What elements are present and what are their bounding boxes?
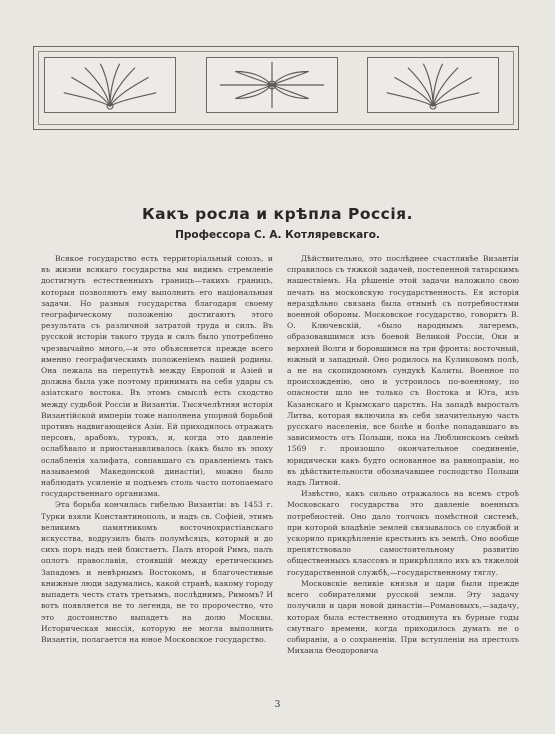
paragraph: Всякое государство есть территоріальный союзъ, и въ жизни всякаго государства мы видимъ стремленіе достигнуть естественныхъ границъ—такихъ границъ, которыя позволяютъ ему выполнить его національныя задачи. Но разныя государства благодаря своему географическому положенію достигаютъ этого результата съ различной затратой труда и силъ. Въ русской исторіи такого труда и силъ было употреблено чрезвычайно много,—и это объясняется прежде всего именно географическимъ положеніемъ нашей родины. Она лежала на перепутьѣ между Европой и Азіей и должна была уже поэтому принимать на себя удары съ азіатскаго востока. Въ этомъ смыслѣ есть сходство между судьбой Россіи и Византіи. Тысячелѣтняя исторія Византійской имперіи тоже наполнена упорной борьбой противъ надвигающейся Азіи. Ей приходилось отражать персовъ, арабовъ, турокъ, и, когда это давленіе ослабѣвало и приостанавливалось (какъ было въ эпоху ослабленія халифата, совпавшаго съ правленіемъ такъ называемой Македонской династіи), можно было наблюдать усиленіе и подъемъ столь часто потопаемаго государственнаго организма. [41, 254, 273, 499]
text-column-left [41, 253, 273, 645]
page-number: 3 [274, 700, 281, 710]
ornamental-header-band [33, 46, 519, 130]
text-column-right [287, 253, 519, 656]
ornament-fan-left-icon [45, 58, 175, 112]
ornament-fan-right-icon [368, 58, 498, 112]
paragraph: Извѣстно, какъ сильно отражалось на всемъ строѣ Московскаго государства это давленіе военныхъ потребностей. Оно дало толчокъ помѣстной системѣ, при которой владѣніе землей связывалось со службой и ускорило прикрѣпленіе крестьянъ къ землѣ. Оно вообще препятствовало самостоятельному развитію общественныхъ классовъ и прикрѣпляло ихъ къ тяжелой государственной службѣ,—государственному тяглу. [287, 489, 519, 577]
ornament-panel-center [206, 57, 338, 113]
ornament-star-icon [207, 58, 337, 112]
ornament-panel-right [367, 57, 499, 113]
article-author: Профессора С. А. Котляревскаго. [175, 229, 380, 241]
article-title: Какъ росла и крѣпла Россія. [141, 205, 414, 223]
paragraph: Эта борьба кончилась гибелью Византіи: въ 1453 г. Турки взяли Константинополь, и надъ св. Софіей, этимъ великимъ памятникомъ восточнохристіанскаго искусства, водрузилъ былъ полумѣсяцъ, который и до сихъ поръ надъ ней блистаетъ. Палъ второй Римъ, палъ оплотъ православія, стоявшій между еретическимъ Западомъ и невѣрнымъ Востокомъ, и благочестивые книжные люди задумались, какой странѣ, какому городу выпадетъ честь стать третьимъ, послѣднимъ, Римомъ? И вотъ появляется не то легенда, не то пророчество, что это достоинство выпадетъ на долю Москвы. Историческая миссія, которую не могла выполнить Византія, полагается на юное Московское государство. [41, 500, 273, 644]
paragraph: Московскіе великіе князья и цари были прежде всего собирателями русской земли. Эту задачу получили и цари новой династіи—Романовыхъ,—задачу, которая была естественно отодвинута въ бурные годы смутнаго времени, когда приходилось думать не о собираніи, а о сохраненіи. При вступленіи на престолъ Михаила Ѳеодоровича [287, 578, 519, 656]
ornament-panel-left [44, 57, 176, 113]
paragraph: Дѣйствительно, это послѣднее счастливѣе Византіи справилось съ тяжкой задачей, постепенной татарскимъ нашествіемъ. На рѣшеніе этой задачи наложило свою печать на московскую государственность. Ея исторія нераздѣльно связана была отнынѣ съ потребностями военной обороны. Московское государство, говоритъ В. О. Ключевскій, «было народнымъ лагеремъ, образовавшимся изъ боевой Великой Россіи, Оки и верхней Волги и боровшимся на три фронта: восточный, южный и западный. Оно родилось на Куликовомъ полѣ, а не на скопидомномъ сундукѣ Калиты. Военное по происхожденію, оно и устроилось по-военному, по опасности шло не только съ Востока и Юга, изъ Казанскаго и Крымскаго царствъ. На западѣ выросталъ Литва, которая включила въ себя значительную часть русскаго населенія, все болѣе и болѣе попадавшаго въ зависимость отъ Польши, пока на Люблинскомъ сеймѣ 1569 г. произошло окончательное соединеніе, юридически какъ будто основанное на равноправіи, но въ дѣйствительности обозначавшее господство Польши надъ Литвой. [287, 254, 519, 488]
